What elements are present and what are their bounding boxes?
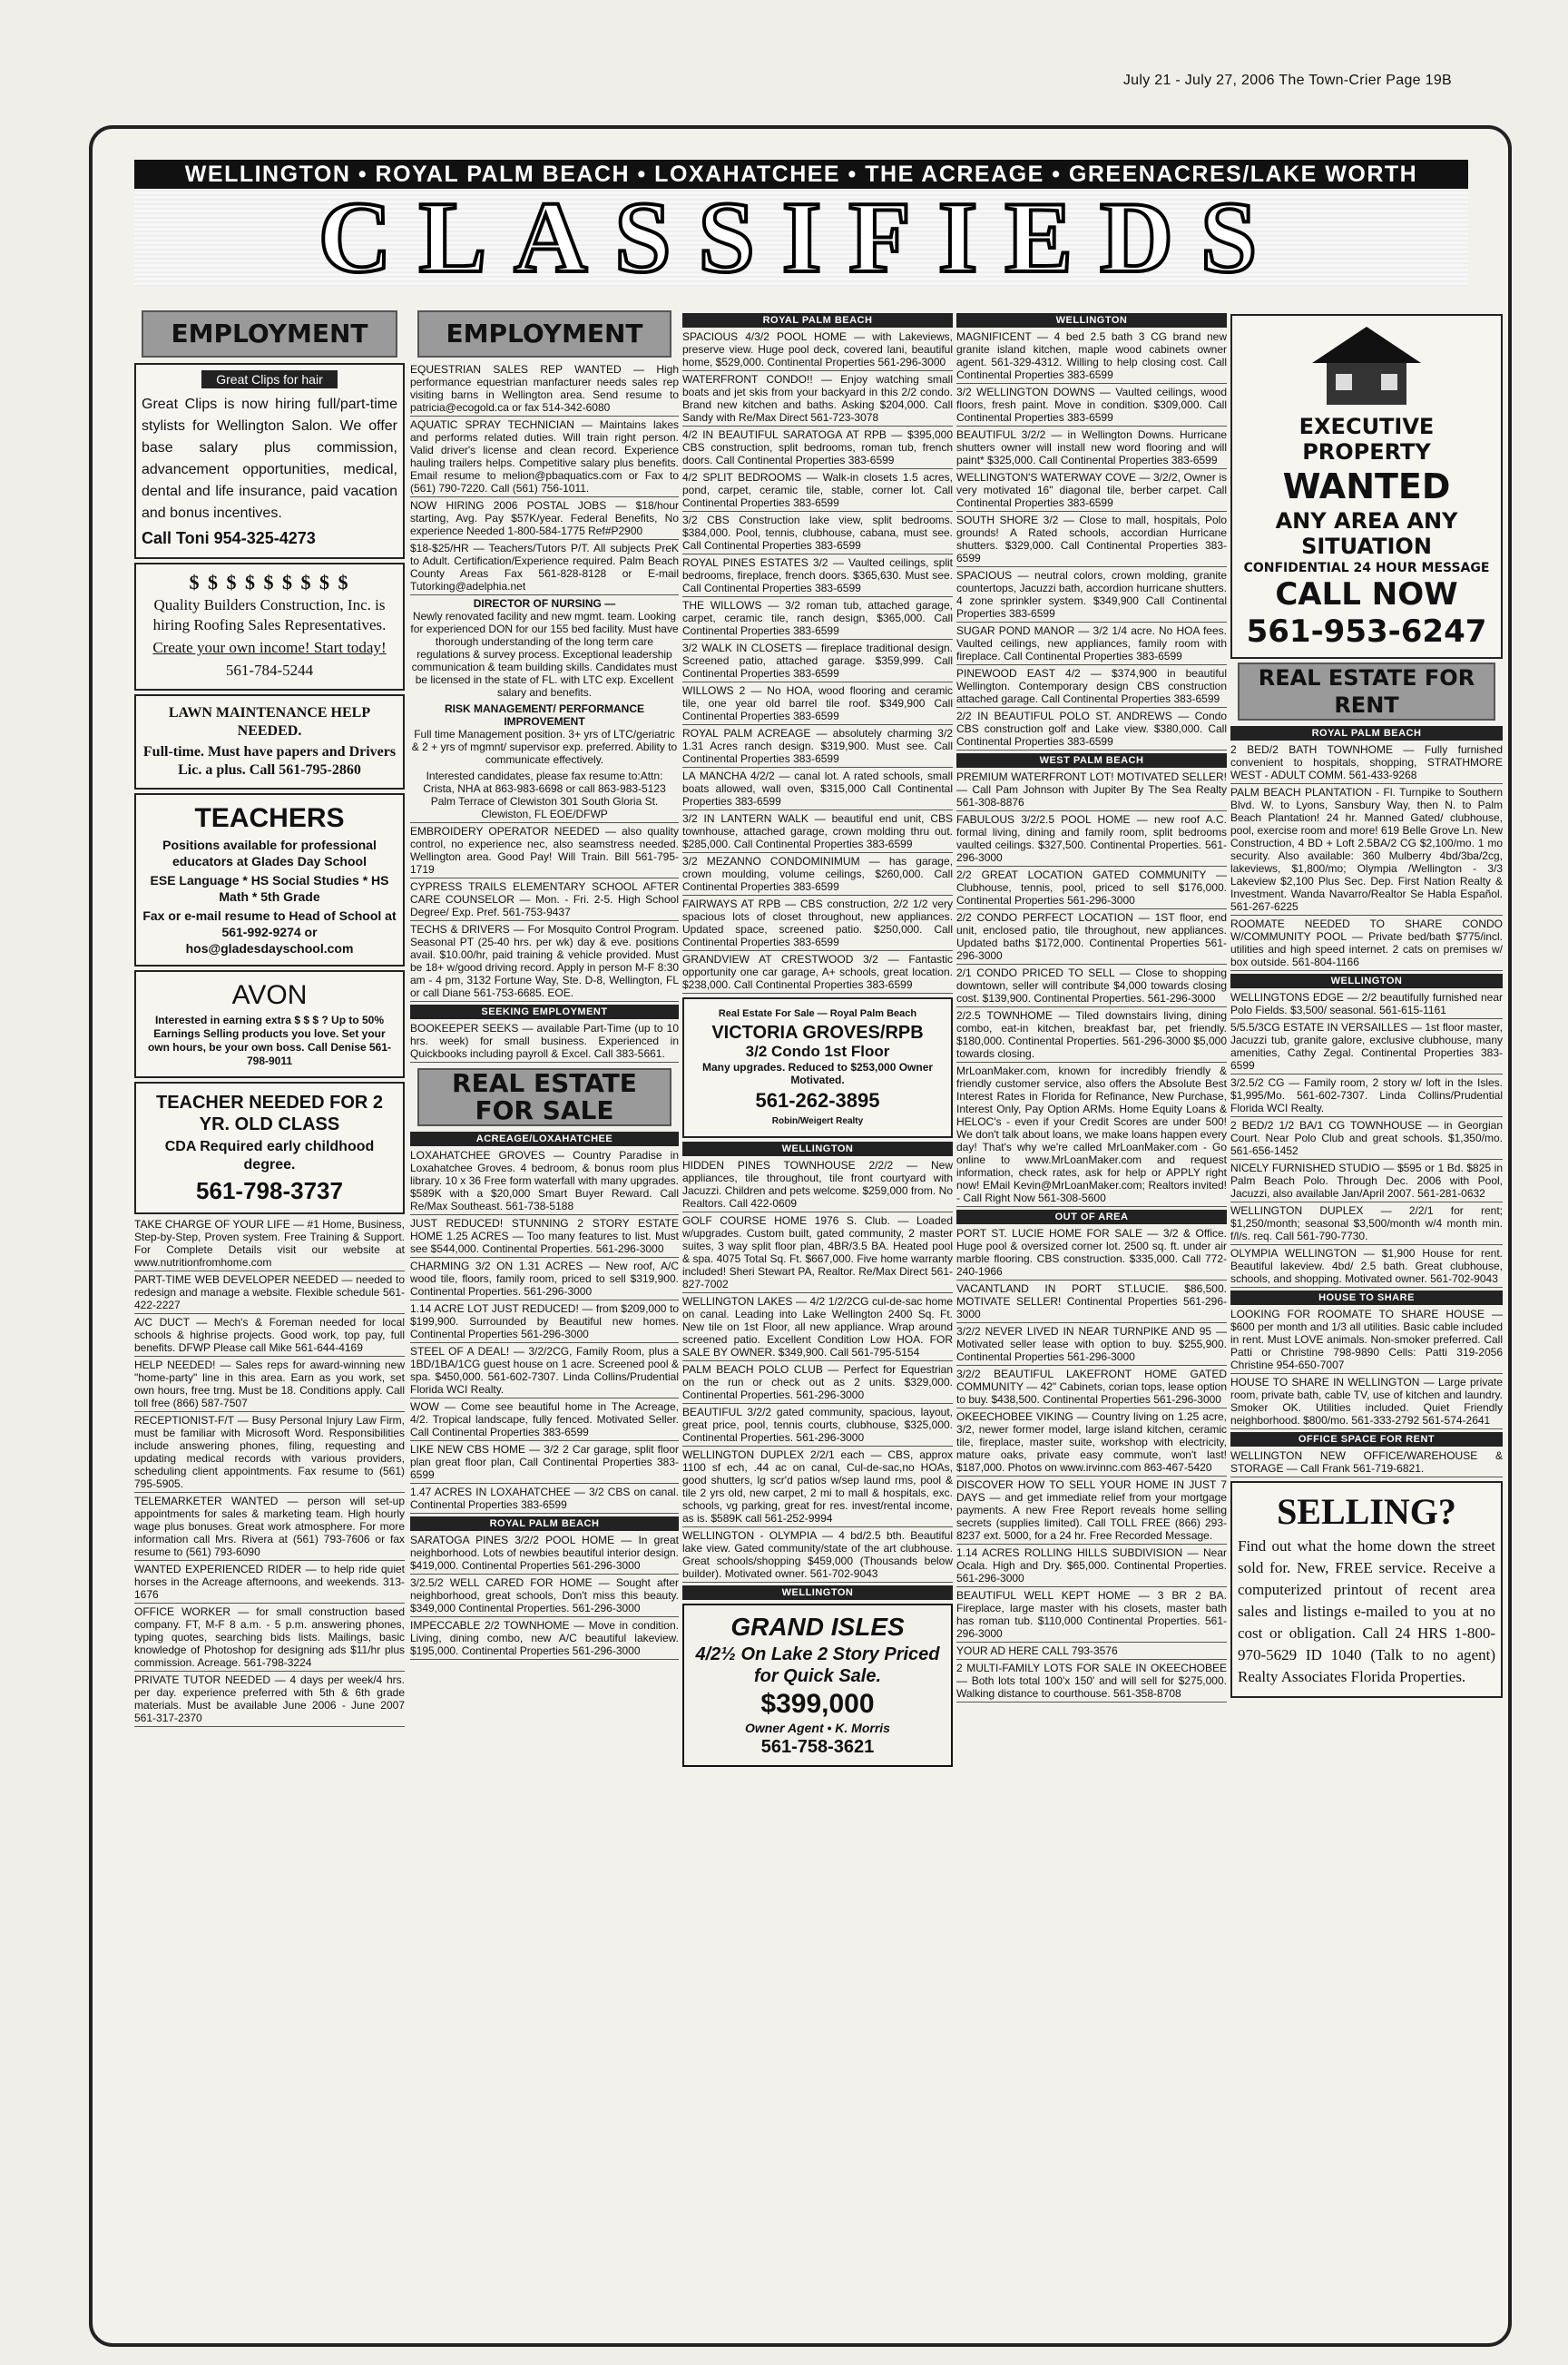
list-item: EQUESTRIAN SALES REP WANTED — High performance equestrian manfacturer needs sales rep visiting barns in Wellington area. Send resume to patricia@ecogold.ca or fax 514-342-6080: [410, 363, 679, 417]
vg-top: Real Estate For Sale — Royal Palm Beach: [718, 1008, 917, 1019]
list-item: RECEPTIONIST-F/T — Busy Personal Injury Law Firm, must be familiar with Microsoft Word. Responsibilities include answering phones, filing, requesting and updating medical records with various providers, scheduling client appointments. Fax resume to (561) 795-5905.: [134, 1414, 405, 1493]
great-clips-logo: Great Clips for hair: [201, 370, 338, 388]
page-title: CLASSIFIEDS: [134, 189, 1468, 287]
list-item: 3/2 WALK IN CLOSETS — fireplace traditional design. Screened patio, attached garage. $359,999. Call Continental Properties 383-6599: [682, 642, 953, 682]
teachers-fax: Fax or e-mail resume to Head of School at 561-992-9274 or hos@gladesdayschool.com: [142, 908, 397, 956]
teachers-text: Positions available for professional educators at Glades Day School: [162, 838, 377, 868]
list-item: 3/2/2 BEAUTIFUL LAKEFRONT HOME GATED COMMUNITY — 42" Cabinets, corian tops, lease option to buy. $438,500. Continental Properties 561-296-3000: [956, 1368, 1227, 1408]
int-text: Interested candidates, please fax resume to:Attn: Crista, NHA at 863-983-6698 or call 863-983-5123 Palm Terrace of Clewiston 301 South Gloria St. Clewiston, FL EOE/DFWP: [423, 770, 666, 820]
list-item: OKEECHOBEE VIKING — Country living on 1.25 acre, 3/2, newer former model, large island kitchen, ceramic tile, fireplace, master suite, workshop with electricity, mature oaks, private easy commute, won't last! $187,000. Photos on www.irvinnc.com 863-467-5420: [956, 1410, 1227, 1477]
list-item: BOOKEEPER SEEKS — available Part-Time (up to 10 hrs. week) for small business. Experienced in Quickbooks including payroll & Excel. Call 383-5661.: [410, 1022, 679, 1063]
list-item: 3/2 IN LANTERN WALK — beautiful end unit, CBS townhouse, attached garage, crown molding thru out. $285,000. Call Continental Properties 383-6599: [682, 812, 953, 853]
selling-head: SELLING?: [1277, 1491, 1456, 1532]
tag-out-of-area: OUT OF AREA: [956, 1210, 1227, 1224]
tag-wellington: WELLINGTON: [1230, 974, 1503, 988]
tag-wellington: WELLINGTON: [956, 313, 1227, 328]
rm-head: RISK MANAGEMENT/ PERFORMANCE IMPROVEMENT: [444, 702, 644, 728]
list-item: STEEL OF A DEAL! — 3/2/2CG, Family Room, plus a 1BD/1BA/1CG guest house on 1 acre. Screened pool & spa. $450,000. 561-602-7307. Linda Collins/Prudential Florida WCI Realty.: [410, 1345, 679, 1398]
great-clips-text: Great Clips is now hiring full/part-time stylists for Wellington Salon. We offer base salary plus commission, advancement opportunities, medical, dental and life insurance, paid vacation and bonus incentives.: [142, 397, 397, 521]
list-item: TAKE CHARGE OF YOUR LIFE — #1 Home, Business, Step-by-Step, Proven system. Free Training & Support. For Complete Details visit our website at www.nutritionfromhome.com: [134, 1218, 405, 1271]
avon-head: AVON: [231, 980, 308, 1010]
gi-sub: 4/2½ On Lake 2 Story Priced for Quick Sale.: [695, 1644, 940, 1686]
lawn-text: Full-time. Must have papers and Drivers Lic. a plus. Call 561-795-2860: [142, 744, 397, 778]
tag-royal-palm-beach: ROYAL PALM BEACH: [682, 313, 953, 328]
list-item: IMPECCABLE 2/2 TOWNHOME — Move in condition. Living, dining combo, new A/C beautiful lakeview. $195,000. Continental Properties 561-296-3000: [410, 1619, 679, 1660]
teachers-list: ESE Language * HS Social Studies * HS Math * 5th Grade: [150, 873, 389, 904]
dn-head: DIRECTOR OF NURSING —: [473, 597, 616, 610]
list-item: TECHS & DRIVERS — For Mosquito Control Program. Seasonal PT (25-40 hrs. per wk) day & eve. positions avail. $10.00/hr, paid training & vehicle provided. Must be 18+ w/good driving record. Apply in person M-F 8:30 am - 4 pm, 3132 Fortune Way, Ste. D-8, Wellington, FL or call Diane 561-753-6685. EOE.: [410, 923, 679, 1002]
list-item: 3/2.5/2 CG — Family room, 2 story w/ loft in the Isles. $1,995/Mo. 561-602-7307. Linda Collins/Prudential Florida WCI Realty.: [1230, 1076, 1503, 1117]
list-item: 1.14 ACRE LOT JUST REDUCED! — from $209,000 to $199,900. Surrounded by Beautiful new homes. Continental Properties 561-296-3000: [410, 1302, 679, 1343]
tag-royal-palm-beach: ROYAL PALM BEACH: [410, 1516, 679, 1531]
selling-text: Find out what the home down the street sold for. New, FREE service. Receive a computerized printout of recent area sales and listings e-mailed to you at no cost or obligation. Call 24 HRS 1-800-970-5629 ID 1040 (Talk to no agent) Realty Associates Florida Properties.: [1238, 1537, 1495, 1685]
list-item: PART-TIME WEB DEVELOPER NEEDED — needed to redesign and manage a website. Flexible schedule 561-422-2227: [134, 1273, 405, 1314]
column-rentals: [1230, 310, 1503, 2325]
list-item: HIDDEN PINES TOWNHOUSE 2/2/2 — New appliances, tile throughout, tile front courtyard with Jacuzzi. Children and pets welcome. $259,000 from. No Realtors. Call 422-0609: [682, 1159, 953, 1212]
list-item: WOW — Come see beautiful home in The Acreage, 4/2. Tropical landscape, fully fenced. Motivated Seller. Call Continental Properties 383-6599: [410, 1400, 679, 1441]
list-item: HELP NEEDED! — Sales reps for award-winning new "home-party" line in this area. Earn as you work, set own hours, free trng. Must be 18. Conditions apply. Call toll free (866) 587-7507: [134, 1359, 405, 1412]
rm-text: Full time Management position. 3+ yrs of LTC/geriatric & 2 + yrs of mgmnt/ supervisor exp. preferred. Ability to communicate effectively.: [411, 728, 678, 766]
vg-text: Many upgrades. Reduced to $253,000 Owner Motivated.: [701, 1061, 934, 1086]
list-item: SARATOGA PINES 3/2/2 POOL HOME — In great neighborhood. Lots of newbies beautiful interior design. $419,000. Continental Properties 561-296-3000: [410, 1534, 679, 1575]
list-item: 2/2 IN BEAUTIFUL POLO ST. ANDREWS — Condo CBS construction golf and Lake view. $380,000. Call Continental Properties 383-6599: [956, 710, 1227, 751]
avon-ad: [134, 970, 405, 1078]
list-item: 3/2.5/2 WELL CARED FOR HOME — Sought after neighborhood, great schools, Don't miss this beauty. $349,000 Continental Properties. 561-296-3000: [410, 1576, 679, 1617]
list-item: CHARMING 3/2 ON 1.31 ACRES — New roof, A/C wood tile, floors, family room, priced to sell $319,900. Continental Properties. 561-296-3000: [410, 1260, 679, 1300]
teachers-ad: [134, 793, 405, 967]
executive-property-ad: [1230, 314, 1503, 659]
list-item: SPACIOUS 4/3/2 POOL HOME — with Lakeviews, preserve view. Huge pool deck, covered lani, beautiful home, $529,000. Continental Properties 561-296-3000: [682, 330, 953, 371]
list-item: OLYMPIA WELLINGTON — $1,900 House for rent. Beautiful lakeview. 4bd/ 2.5 bath. Great clubhouse, schools, and shopping. Motivated owner. 561-702-9043: [1230, 1247, 1503, 1288]
list-item: 4/2 SPLIT BEDROOMS — Walk-in closets 1.5 acres, pond, carpet, ceramic tile, stable, corner lot. Call Continental Properties 383-6599: [682, 471, 953, 512]
list-item: PORT ST. LUCIE HOME FOR SALE — 3/2 & Office. Huge pool & oversized corner lot. 2500 sq. ft. under air marble flooring. CBS construction. $335,000. Call 772-240-1966: [956, 1227, 1227, 1281]
list-item: EMBROIDERY OPERATOR NEEDED — also quality control, no experience nec, also seamstress needed. Wellington area. Good Pay! Will Train. Bill 561-795-1719: [410, 825, 679, 878]
list-item: 2/2 GREAT LOCATION GATED COMMUNITY — Clubhouse, tennis, pool, priced to sell $176,000. Continental Properties 561-296-3000: [956, 868, 1227, 909]
list-item: SUGAR POND MANOR — 3/2 1/4 acre. No HOA fees. Vaulted ceilings, new appliances, family room with fireplace. Call Continental Properties 383-6599: [956, 624, 1227, 665]
teachers-head: TEACHERS: [194, 803, 345, 833]
list-item: THE WILLOWS — 3/2 roman tub, attached garage, carpet, ceramic tile, ranch design, $365,000. Call Continental Properties 383-6599: [682, 599, 953, 640]
list-item: VACANTLAND IN PORT ST.LUCIE. $86,500. MOTIVATE SELLER! Continental Properties 561-296-3000: [956, 1282, 1227, 1323]
list-item: 3/2 MEZANNO CONDOMINIMUM — has garage, crown moulding, volume ceilings, $260,000. Call Continental Properties 383-6599: [682, 855, 953, 896]
gi-head: GRAND ISLES: [730, 1613, 905, 1641]
house-icon: [1312, 327, 1421, 408]
gi-phone: 561-758-3621: [760, 1737, 875, 1757]
tag-wellington: WELLINGTON: [682, 1585, 953, 1600]
quality-builders-ad: [134, 563, 405, 691]
dn-text: Newly renovated facility and new mgmt. team. Looking for experienced DON for our 155 bed facility. Must have thorough understanding of the long term care regulations & survey process. Exceptional leadership communication & team building skills. Candidates must be licensed in the state of FL. with LTC exp. Excellent salary and benefits.: [410, 610, 679, 699]
list-item: YOUR AD HERE CALL 793-3576: [956, 1644, 1227, 1660]
exec-phone: 561-953-6247: [1246, 613, 1487, 650]
list-item: 2/1 CONDO PRICED TO SELL — Close to shopping downtown, seller will contribute $4,000 towards closing cost. $139,900. Continental Properties. 561-296-3000: [956, 967, 1227, 1007]
list-item: AQUATIC SPRAY TECHNICIAN — Maintains lakes and performs related duties. Will train right person. Valid driver's license and clean record. Experience hauling trailers helps. Competitive salary plus benefits. Email resume to melion@pbaquatics.com or Fax to (561) 790-7220. Call (561) 756-1011.: [410, 418, 679, 497]
exec-wanted: WANTED: [1282, 466, 1451, 506]
list-item: FABULOUS 3/2/2.5 POOL HOME — new roof A.C. formal living, dining and family room, split bedrooms vaulted ceilings. $327,500. Continental Properties. 561-296-3000: [956, 813, 1227, 867]
list-item: JUST REDUCED! STUNNING 2 STORY ESTATE HOME 1.25 ACRES — Too many features to list. Must see $544,000. Continental Properties. 561-296-3000: [410, 1217, 679, 1258]
list-item: DISCOVER HOW TO SELL YOUR HOME IN JUST 7 DAYS — and get immediate relief from your mortgage payments. A new Free Report reveals home selling secrets (supplies limited). Call TOLL FREE (866) 293-8237 ext. 5000, for a 24 hr. Free Recorded Message.: [956, 1478, 1227, 1545]
list-item: GOLF COURSE HOME 1976 S. Club. — Loaded w/upgrades. Custom built, gated community, 2 master suites, 3 way split floor plan, 4BR/3.5 BA. Heated pool & spa. 4075 Total Sq. Ft. $667,000. Five home warranty included! Sheri Stewart PA, Realtor. Re/Max Direct 561-827-7002: [682, 1214, 953, 1293]
list-item: WELLINGTON'S WATERWAY COVE — 3/2/2, Owner is very motivated 16" diagonal tile, berber carpet. Call Continental Properties 383-6599: [956, 471, 1227, 512]
list-item: MAGNIFICENT — 4 bed 2.5 bath 3 CG brand new granite island kitchen, maple wood cabinets owner agent. 561-329-4312. Willing to help closing cost. Call Continental Properties 383-6599: [956, 330, 1227, 384]
qb-text: Quality Builders Construction, Inc. is hiring Roofing Sales Representatives.: [152, 596, 387, 633]
classifieds-frame: [89, 125, 1512, 2347]
qb-create: Create your own income! Start today!: [152, 639, 387, 656]
qb-phone: 561-784-5244: [225, 662, 314, 679]
exec-head: EXECUTIVE PROPERTY: [1298, 414, 1435, 465]
list-item: 2/2.5 TOWNHOME — Tiled downstairs living, dining combo, eat-in kitchen, breakfast bar, pet friendly. $180,000. Continental Properties. 561-296-3000 $5,000 towards closing.: [956, 1009, 1227, 1063]
list-item: 1.14 ACRES ROLLING HILLS SUBDIVISION — Near Ocala. High and Dry. $65,000. Continental Properties. 561-296-3000: [956, 1546, 1227, 1587]
tag-wellington: WELLINGTON: [682, 1142, 953, 1156]
list-item: 3/2 WELLINGTON DOWNS — Vaulted ceilings, wood floors, fresh paint. Move in condition. $309,000. Call Continental Properties 383-6599: [956, 386, 1227, 427]
list-item: WELLINGTON DUPLEX 2/2/1 each — CBS, approx 1100 sf ech, .44 ac on canal, Cul-de-sac,no HOAs, good shutters, lg scr'd patios w/sep laund rms, pool & tile 2 yrs old, new carpet, 2 mi to mall & hospitals, exc. schools, vg parking, great for res. invest/rental income, as is. $589K call 561-252-9994: [682, 1448, 953, 1527]
tag-seeking: SEEKING EMPLOYMENT: [410, 1005, 679, 1019]
list-item: ROOMATE NEEDED TO SHARE CONDO W/COMMUNITY POOL — Private bed/bath $775/incl. utilities and high speed internet. 2 cats on premises w/ box outside. 561-804-1166: [1230, 918, 1503, 971]
teacher2-text: CDA Required early childhood degree.: [164, 1139, 375, 1173]
list-item: PRIVATE TUTOR NEEDED — 4 days per week/4 hrs. per day. experience preferred with 5th & 6th grade materials. Must be available June 2006 - June 2007 561-317-2370: [134, 1673, 405, 1727]
dollar-row: $ $ $ $ $ $ $ $ $: [189, 571, 350, 594]
list-item: PREMIUM WATERFRONT LOT! MOTIVATED SELLER! — Call Pam Johnson with Jupiter By The Sea Realty 561-308-8876: [956, 770, 1227, 811]
exec-call: CALL NOW: [1275, 576, 1458, 613]
section-heading: EMPLOYMENT: [142, 310, 397, 358]
selling-ad: [1230, 1481, 1503, 1698]
exec-conf: CONFIDENTIAL 24 HOUR MESSAGE: [1243, 561, 1490, 575]
avon-text: Interested in earning extra $ $ $ ? Up to 50% Earnings Selling products you love. Set your own hours, be your own boss. Call Denise 561-798-9011: [147, 1014, 392, 1067]
exec-area: ANY AREA ANY SITUATION: [1275, 508, 1458, 559]
column-employment-2: [410, 310, 679, 2325]
list-item: TELEMARKETER WANTED — person will set-up appointments for sales & marketing team. High hourly wage plus bonuses. Great work atmosphere. For more information call Mrs. Rivera at (561) 793-7606 or fax resume to (561) 793-6090: [134, 1495, 405, 1561]
gi-agent: Owner Agent • K. Morris: [745, 1721, 890, 1735]
list-item: WELLINGTON NEW OFFICE/WAREHOUSE & STORAGE — Call Frank 561-719-6821.: [1230, 1449, 1503, 1477]
list-item: NOW HIRING 2006 POSTAL JOBS — $18/hour starting, Avg. Pay $57K/year. Federal Benefits, No experience Needed 1-800-584-1775 Ref#P2900: [410, 499, 679, 540]
list-item: 2 BED/2 BATH TOWNHOME — Fully furnished convenient to hospitals, shopping, STRATHMORE WEST - ADULT COMM. 561-433-9268: [1230, 743, 1503, 784]
list-item: NICELY FURNISHED STUDIO — $595 or 1 Bd. $825 in Palm Beach Polo. Through Dec. 2006 with Pool, Jacuzzi, also available Jan/April 2007. 561-281-0632: [1230, 1162, 1503, 1202]
area-bar: WELLINGTON • ROYAL PALM BEACH • LOXAHATCHEE • THE ACREAGE • GREENACRES/LAKE WORTH: [134, 160, 1468, 189]
tag-office-space: OFFICE SPACE FOR RENT: [1230, 1432, 1503, 1447]
list-item: GRANDVIEW AT CRESTWOOD 3/2 — Fantastic opportunity one car garage, A+ schools, great location. $238,000. Call Continental Properties 383-6599: [682, 953, 953, 994]
list-item: 2 BED/2 1/2 BA/1 CG TOWNHOUSE — in Georgian Court. Near Polo Club and great schools. $1,350/mo. 561-656-1452: [1230, 1119, 1503, 1160]
list-item: WILLOWS 2 — No HOA, wood flooring and ceramic tile, one year old barrel tile roof. $349,900 Call Continental Properties 383-6599: [682, 684, 953, 725]
list-item: WELLINGTON DUPLEX — 2/2/1 for rent; $1,250/month; seasonal $3,500/month w/4 month min. f/l/s. req. Call 561-790-7730.: [1230, 1204, 1503, 1245]
great-clips-call: Call Toni 954-325-4273: [142, 529, 316, 547]
great-clips-ad: [134, 363, 405, 559]
tag-house-to-share: HOUSE TO SHARE: [1230, 1290, 1503, 1305]
list-item: HOUSE TO SHARE IN WELLINGTON — Large private room, private bath, cable TV, use of kitchen and laundry. Smoker OK. Utilities included. Quiet Friendly neighborhood. $800/mo. 561-333-2792 561-574-2641: [1230, 1376, 1503, 1429]
list-item: SOUTH SHORE 3/2 — Close to mall, hospitals, Polo grounds! A Rated schools, accordian Hurricane shutters. $329,000. Call Continental Properties 383-6599: [956, 514, 1227, 567]
list-item: 2/2 CONDO PERFECT LOCATION — 1ST floor, end unit, enclosed patio, tile throughout, new appliances. Updated baths $172,000. Continental Properties 561-296-3000: [956, 911, 1227, 965]
list-item: LOOKING FOR ROOMATE TO SHARE HOUSE — $600 per month and 1/3 all utilities. Basic cable included in rent. Must LOVE animals. Non-smoker preferred. Call Patti or Christine 798-9890 Cells: Patti 319-2056 Christine 954-650-7007: [1230, 1308, 1503, 1374]
list-item: MrLoanMaker.com, known for incredibly friendly & friendly customer service, also offers the Absolute Best Interest Rates in Florida for Refinance, New Purchase, Interest Only, Pay Option ARMs. Home Equity Loans & HELOC's - even if your Credit Scores are under 500! We don't talk about loans, we make loans happen every day! That's why we're called MrLoanMaker.com - Go online to www.MrLoanMaker.com and request information, check rates, ask for help or APPLY right now! EMail Kevin@MrLoanMaker.com; Realtors invited! - Call Right Now 561-308-5600: [956, 1065, 1227, 1207]
lawn-ad: [134, 694, 405, 790]
gi-price: $399,000: [760, 1689, 875, 1719]
page-header: July 21 - July 27, 2006 The Town-Crier Page 19B: [1122, 73, 1452, 88]
list-item: WELLINGTON - OLYMPIA — 4 bd/2.5 bth. Beautiful lake view. Gated community/state of the art clubhouse. Great schools/shopping $459,000 (Thousands below builder). Motivated owner. 561-702-9043: [682, 1529, 953, 1583]
list-item: PALM BEACH PLANTATION - Fl. Turnpike to Southern Blvd. W. to Lyons, Sansbury Way, then N. to Palm Beach Plantation! 24 hr. Manned Gated/ clubhouse, pool, exercise room and more! 619 Belle Grove Ln. New Construction, 4 BD + Loft 2.5BA/2 CG $2,100/mo. 1 mo security. Also available: 360 Mulberry 4bd/3ba/2cg, lakeviews, $1,800/mo; Olympia /Wellington - 3/3 Lakeview $2,100 Plus Sec. Dep. First Nation Realty & Investment. Wanda Navarro/Realtor Se Habla Español. 561-267-6225: [1230, 786, 1503, 916]
teacher-needed-ad: [134, 1082, 405, 1214]
list-item: CYPRESS TRAILS ELEMENTARY SCHOOL AFTER CARE COUNSELOR — Mon. - Fri. 2-5. High School Degree/ Exp. Pref. 561-753-9437: [410, 880, 679, 921]
list-item: 1.47 ACRES IN LOXAHATCHEE — 3/2 CBS on canal. Continental Properties 383-6599: [410, 1486, 679, 1514]
column-employment-1: [134, 310, 405, 2325]
list-item: SPACIOUS — neutral colors, crown molding, granite countertops, Jacuzzi bath, accordion hurricane shutters. 4 zone sprinkler system. $349,900 Call Continental Properties 383-6599: [956, 569, 1227, 623]
section-heading-real-estate: REAL ESTATE FOR SALE: [417, 1068, 671, 1126]
list-item: $18-$25/HR — Teachers/Tutors P/T. All subjects PreK to Adult. Certification/Experience required. Palm Beach County Areas Fax 561-828-8128 or E-mail Tutorking@adelphia.net: [410, 542, 679, 595]
list-item: 3/2 CBS Construction lake view, split bedrooms. $384,000. Pool, tennis, clubhouse, cabana, must see. Call Continental Properties 383-6599: [682, 514, 953, 554]
vg-sub: 3/2 Condo 1st Floor: [745, 1043, 890, 1060]
list-item: WATERFRONT CONDO!! — Enjoy watching small boats and jet skis from your backyard in this 2/2 condo. Brand new kitchen and baths. Asking $204,000. Call Sandy with Re/Max Direct 561-723-3078: [682, 373, 953, 427]
list-item: BEAUTIFUL 3/2/2 gated community, spacious, layout, great price, pool, tennis courts, clubhouse, $325,000. Continental Properties. 561-296-3000: [682, 1406, 953, 1447]
nursing-ad: [410, 597, 679, 823]
list-item: 4/2 IN BEAUTIFUL SARATOGA AT RPB — $395,000 CBS construction, split bedrooms, roman tub, french doors. Call Continental Properties 383-6599: [682, 428, 953, 469]
list-item: PALM BEACH POLO CLUB — Perfect for Equestrian on the run or check out as 2 units. $329,000. Continental Properties. 561-296-3000: [682, 1363, 953, 1404]
vg-head: VICTORIA GROVES/RPB: [711, 1023, 924, 1043]
vg-phone: 561-262-3895: [755, 1089, 880, 1112]
list-item: OFFICE WORKER — for small construction based company. FT, M-F 8 a.m. - 5 p.m. answering phones, typing quotes, searching bids lists. Mailings, basic knowledge of Photoshop for designing ads $11/hr plus commission. Acreage. 561-798-3224: [134, 1605, 405, 1672]
list-item: ROYAL PALM ACREAGE — absolutely charming 3/2 1.31 Acres ranch design. $319,900. Must see. Call Continental Properties 383-6599: [682, 727, 953, 768]
list-item: LIKE NEW CBS HOME — 3/2 2 Car garage, split floor plan great floor plan, Call Continental Properties 383-6599: [410, 1443, 679, 1484]
teacher2-head: TEACHER NEEDED FOR 2 YR. OLD CLASS: [155, 1093, 384, 1134]
list-item: WELLINGTON LAKES — 4/2 1/2/2CG cul-de-sac home on canal. Leading into Lake Wellington 2400 Sq. Ft. New tile on 1st Floor, all new appliance. Wrap around screened patio. Excellent Condition Low HOA. FOR SALE BY OWNER. $349,900. Call 561-795-5154: [682, 1295, 953, 1361]
list-item: LA MANCHA 4/2/2 — canal lot. A rated schools, small boats allowed, wall oven, $315,000 Call Continental Properties 383-6599: [682, 770, 953, 810]
column-real-estate-2: [956, 310, 1227, 2325]
teacher2-phone: 561-798-3737: [196, 1177, 343, 1204]
victoria-groves-ad: [682, 997, 953, 1138]
list-item: PINEWOOD EAST 4/2 — $374,900 in beautiful Wellington. Contemporary design CBS construction attached garage. Call Continental Properties 383-6599: [956, 667, 1227, 708]
tag-loxahatchee: ACREAGE/LOXAHATCHEE: [410, 1132, 679, 1146]
list-item: 3/2/2 NEVER LIVED IN NEAR TURNPIKE AND 95 — Motivated seller lease with option to buy. $255,900. Continental Properties 561-296-3000: [956, 1325, 1227, 1366]
grand-isles-ad: [682, 1604, 953, 1767]
column-real-estate-1: [682, 310, 953, 2325]
list-item: LOXAHATCHEE GROVES — Country Paradise in Loxahatchee Groves. 4 bedroom, & bonus room plus library. 10 x 36 Free form waterfall with many upgrades. $589K with a $20,000 Smart Buyer Reward. Call Re/Max Southeast. 561-738-5188: [410, 1149, 679, 1215]
list-item: 2 MULTI-FAMILY LOTS FOR SALE IN OKEECHOBEE — Both lots total 100'x 150' and will sell for $275,000. Walking distance to courthouse. 561-358-8708: [956, 1662, 1227, 1703]
list-item: BEAUTIFUL WELL KEPT HOME — 3 BR 2 BA. Fireplace, large master with his closets, master bath has roman tub. $110,000 Continental Properties. 561-296-3000: [956, 1589, 1227, 1643]
list-item: FAIRWAYS AT RPB — CBS construction, 2/2 1/2 very spacious lots of closet throughout, new appliances. Updated space, screened patio. $250,000. Call Continental Properties 383-6599: [682, 898, 953, 951]
tag-royal-palm-beach: ROYAL PALM BEACH: [1230, 726, 1503, 741]
list-item: BEAUTIFUL 3/2/2 — in Wellington Downs. Hurricane shutters owner will install new word flooring and will paint* $325,000. Call Continental Properties 383-6599: [956, 428, 1227, 469]
lawn-head: LAWN MAINTENANCE HELP NEEDED.: [168, 705, 371, 739]
section-heading-rent: REAL ESTATE FOR RENT: [1238, 662, 1495, 721]
list-item: WELLINGTONS EDGE — 2/2 beautifully furnished near Polo Fields. $3,500/ seasonal. 561-615-1161: [1230, 991, 1503, 1019]
section-heading: EMPLOYMENT: [417, 310, 671, 358]
list-item: A/C DUCT — Mech's & Foreman needed for local schools & highrise projects. Good work, top pay, full benefits. DFWP Please call Mike 561-644-4169: [134, 1316, 405, 1357]
vg-agent: Robin/Weigert Realty: [771, 1116, 864, 1126]
list-item: WANTED EXPERIENCED RIDER — to help ride quiet horses in the Acreage afternoons, and weekends. 313-1676: [134, 1563, 405, 1604]
tag-west-palm-beach: WEST PALM BEACH: [956, 753, 1227, 768]
list-item: 5/5.5/3CG ESTATE IN VERSAILLES — 1st floor master, Jacuzzi tub, granite galore, exclusive clubhouse, many amenities, Cathy Zegal. Continental Properties 383-6599: [1230, 1021, 1503, 1075]
list-item: ROYAL PINES ESTATES 3/2 — Vaulted ceilings, split bedrooms, fireplace, french doors. $365,630. Must see. Call Continental Properties 383-6599: [682, 556, 953, 597]
